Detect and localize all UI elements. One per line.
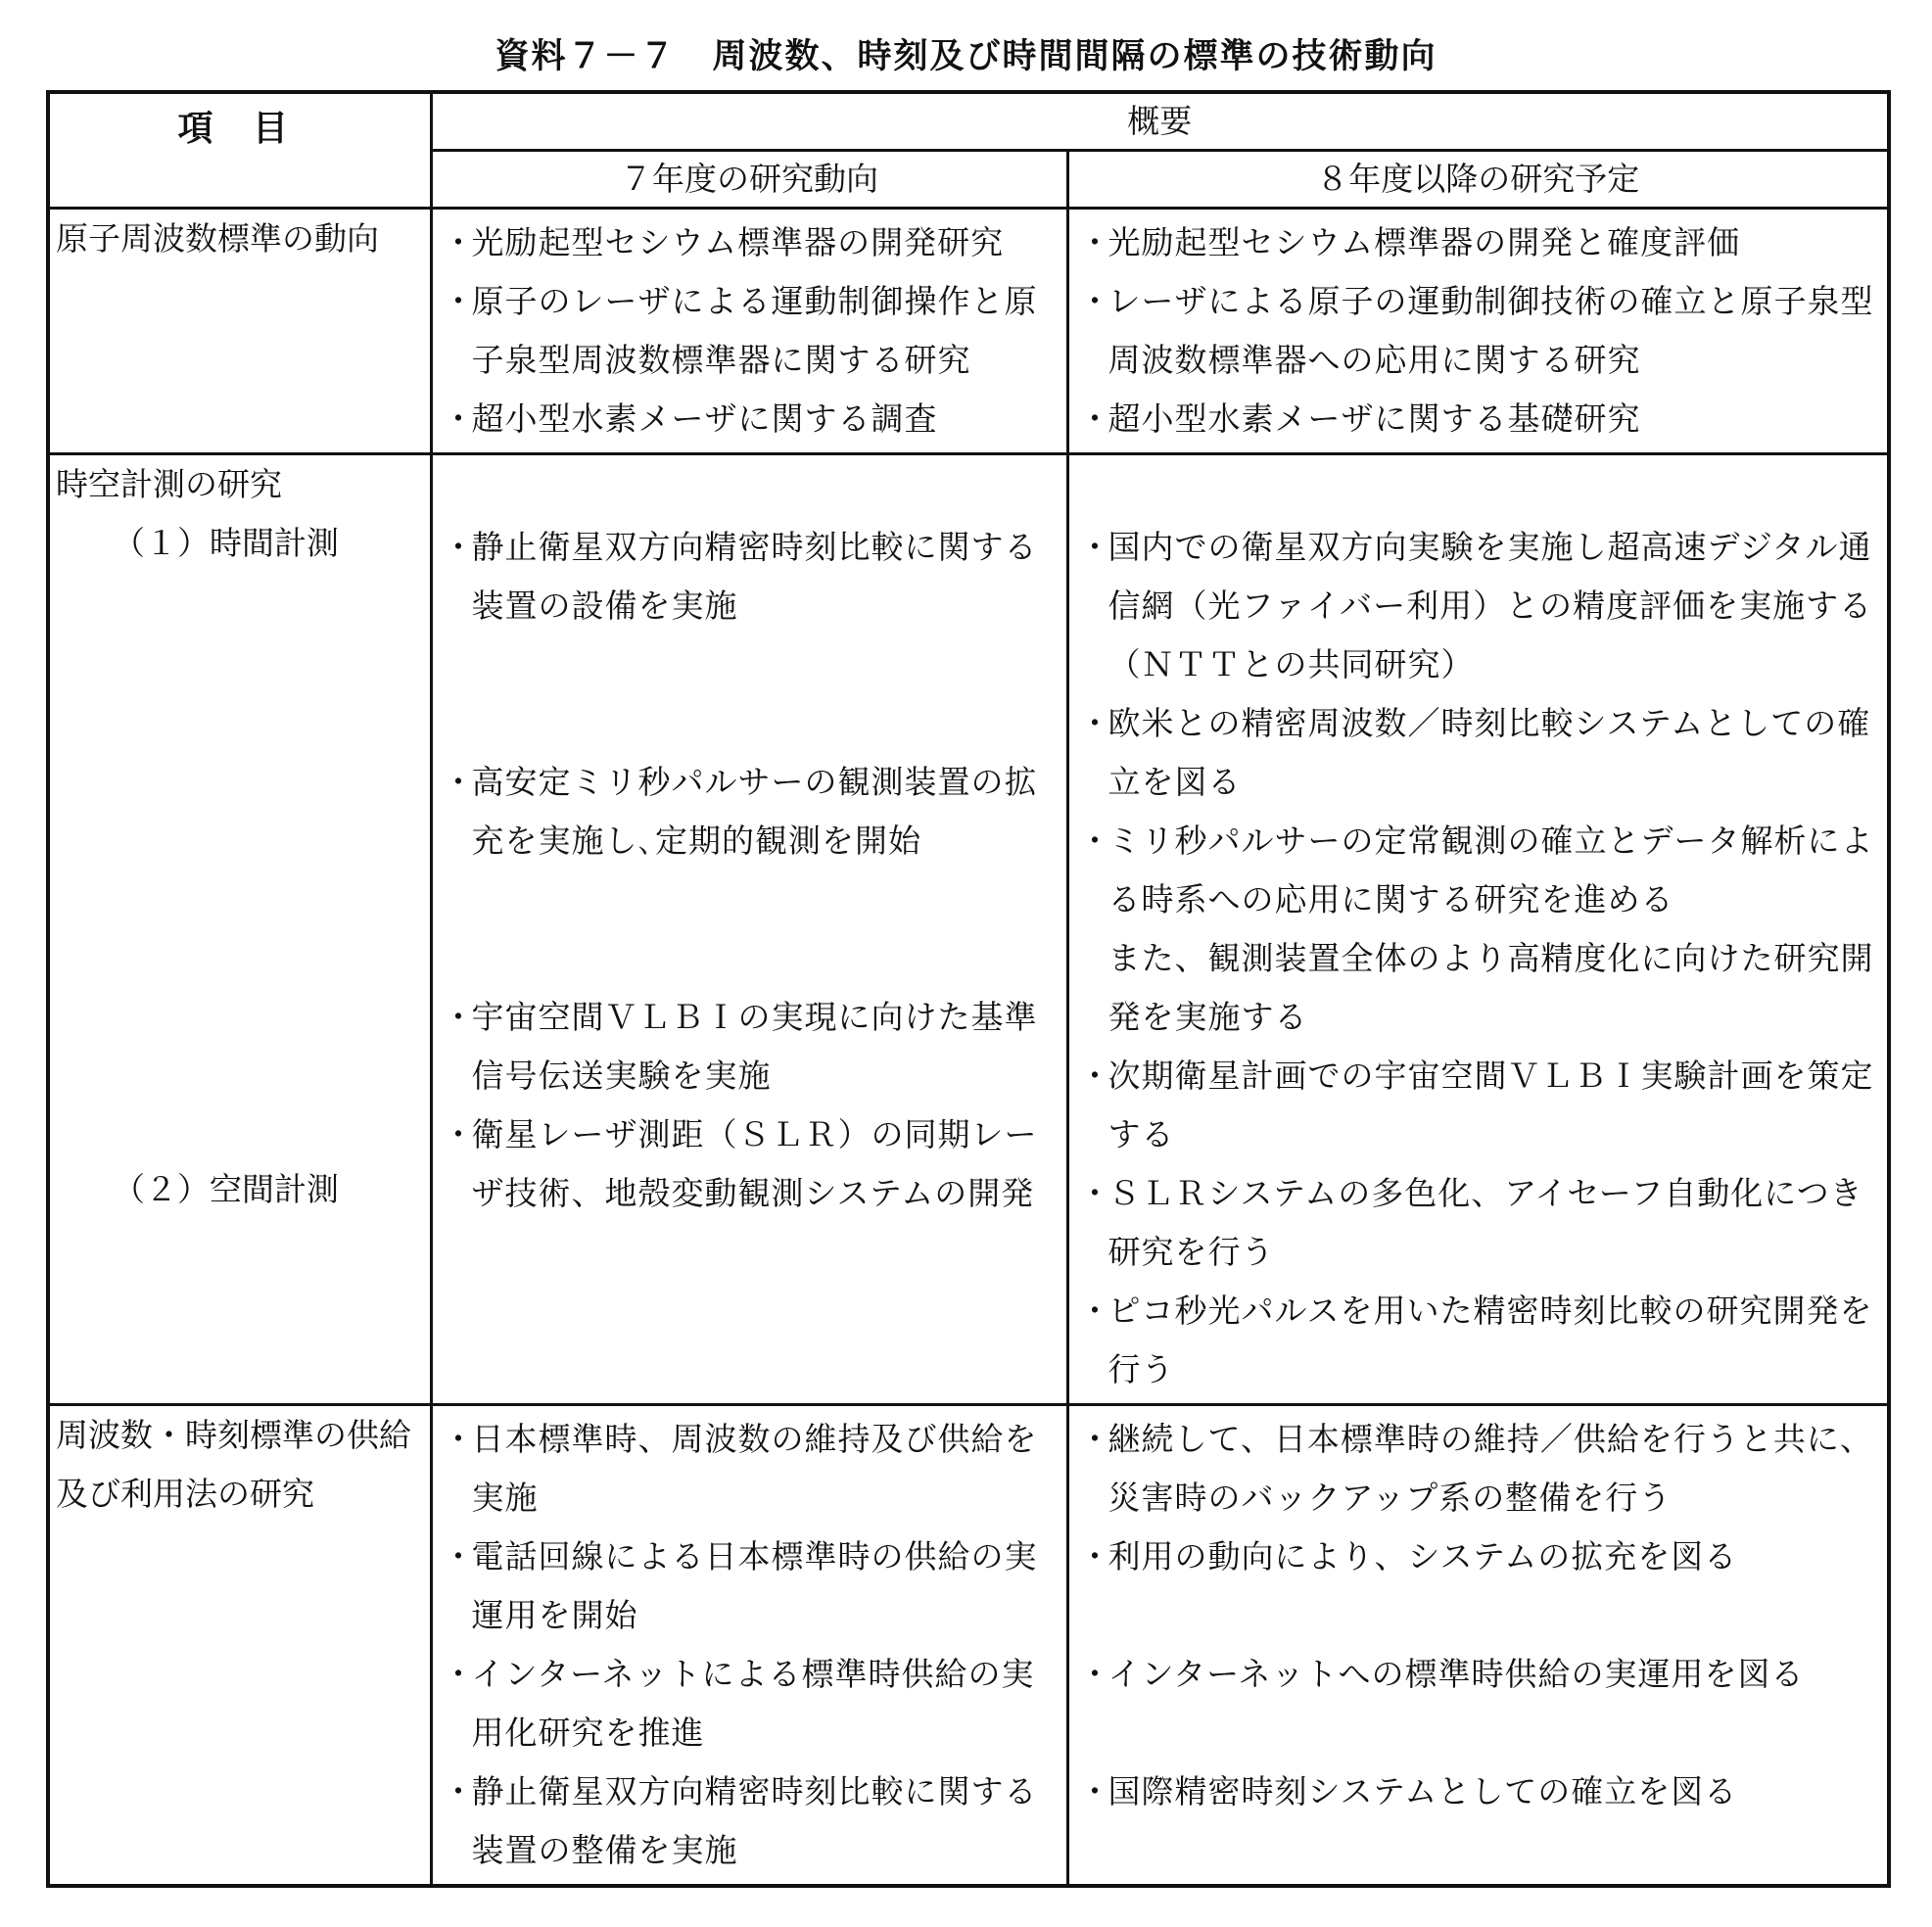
- list-item: ・ 宇宙空間ＶＬＢＩの実現に向けた基準信号伝送実験を実施: [442, 998, 1038, 1095]
- future-cell: [1067, 1405, 1889, 1887]
- subcategory-space: （２）空間計測: [113, 1170, 339, 1208]
- category-label: 原子周波数標準の動向: [56, 219, 379, 258]
- table-row-spacetime: [48, 454, 1889, 1405]
- category-cell: [48, 454, 431, 1405]
- list-item: ・ 欧米との精密周波数／時刻比較システムとしての確立を図る: [1078, 704, 1871, 801]
- header-current-year: ７年度の研究動向: [431, 151, 1067, 209]
- list-item: ・ 静止衛星双方向精密時刻比較に関する装置の設備を実施: [442, 528, 1038, 625]
- future-cell: [1067, 209, 1889, 454]
- future-cell: [1067, 454, 1889, 1405]
- list-item: ・ 衛星レーザ測距（ＳＬＲ）の同期レーザ技術、地殻変動観測システムの開発: [442, 1115, 1038, 1212]
- list-item: ・ 光励起型セシウム標準器の開発研究: [442, 223, 1005, 261]
- list-item: ・ インターネットへの標準時供給の実運用を図る: [1078, 1655, 1805, 1693]
- current-cell: [431, 454, 1067, 1405]
- list-item: ・ 高安定ミリ秒パルサーの観測装置の拡充を実施し､定期的観測を開始: [442, 763, 1038, 860]
- list-item: ・ 利用の動向により、システムの拡充を図る: [1078, 1537, 1738, 1575]
- tech-trend-table: [46, 90, 1891, 1888]
- list-item: ・ レーザによる原子の運動制御技術の確立と原子泉型周波数標準器への応用に関する研究: [1078, 282, 1874, 379]
- list-item: ・ 原子のレーザによる運動制御操作と原子泉型周波数標準器に関する研究: [442, 282, 1038, 379]
- category-cell: [48, 209, 431, 454]
- header-overview: 概要: [431, 92, 1889, 151]
- category-label: 周波数・時刻標準の供給及び利用法の研究: [56, 1416, 411, 1513]
- header-future-plan: ８年度以降の研究予定: [1067, 151, 1889, 209]
- current-cell: [431, 1405, 1067, 1887]
- page-title: 資料７－７ 周波数、時刻及び時間間隔の標準の技術動向: [495, 37, 1437, 76]
- list-item: ・ 静止衛星双方向精密時刻比較に関する装置の整備を実施: [442, 1772, 1038, 1869]
- current-cell: [431, 209, 1067, 454]
- list-item: ・ インターネットによる標準時供給の実用化研究を推進: [442, 1655, 1035, 1752]
- list-item: ・ 日本標準時、周波数の維持及び供給を実施: [442, 1420, 1038, 1517]
- category-cell: [48, 1405, 431, 1887]
- table-row-supply: [48, 1405, 1889, 1887]
- list-item: ・ 電話回線による日本標準時の供給の実運用を開始: [442, 1537, 1038, 1634]
- list-item: また、観測装置全体のより高精度化に向けた研究開発を実施する: [1107, 939, 1874, 1036]
- list-item: ・ 超小型水素メーザに関する調査: [442, 400, 938, 438]
- list-item: ・ 光励起型セシウム標準器の開発と確度評価: [1078, 223, 1741, 261]
- list-item: ・ ピコ秒光パルスを用いた精密時刻比較の研究開発を行う: [1078, 1292, 1873, 1388]
- header-item: 項 目: [48, 92, 431, 209]
- list-item: ・ 国際精密時刻システムとしての確立を図る: [1078, 1772, 1738, 1810]
- list-item: ・ 超小型水素メーザに関する基礎研究: [1078, 400, 1641, 438]
- list-item: ・ ＳＬＲシステムの多色化、アイセーフ自動化につき研究を行う: [1078, 1174, 1863, 1271]
- list-item: ・ 継続して、日本標準時の維持／供給を行うと共に、災害時のバックアップ系の整備を行う: [1078, 1420, 1873, 1517]
- table-row-atomic: [48, 209, 1889, 454]
- header-row-1: [48, 92, 1889, 151]
- list-item: ・ 次期衛星計画での宇宙空間ＶＬＢＩ実験計画を策定する: [1078, 1057, 1874, 1153]
- list-item: ・ ミリ秒パルサーの定常観測の確立とデータ解析による時系への応用に関する研究を進める: [1078, 822, 1874, 918]
- category-label: 時空計測の研究: [56, 465, 282, 503]
- subcategory-time: （１）時間計測: [113, 524, 339, 562]
- list-item: ・ 国内での衛星双方向実験を実施し超高速デジタル通信網（光ファイバー利用）との精度評価を実施する（ＮＴＴとの共同研究）: [1078, 528, 1873, 683]
